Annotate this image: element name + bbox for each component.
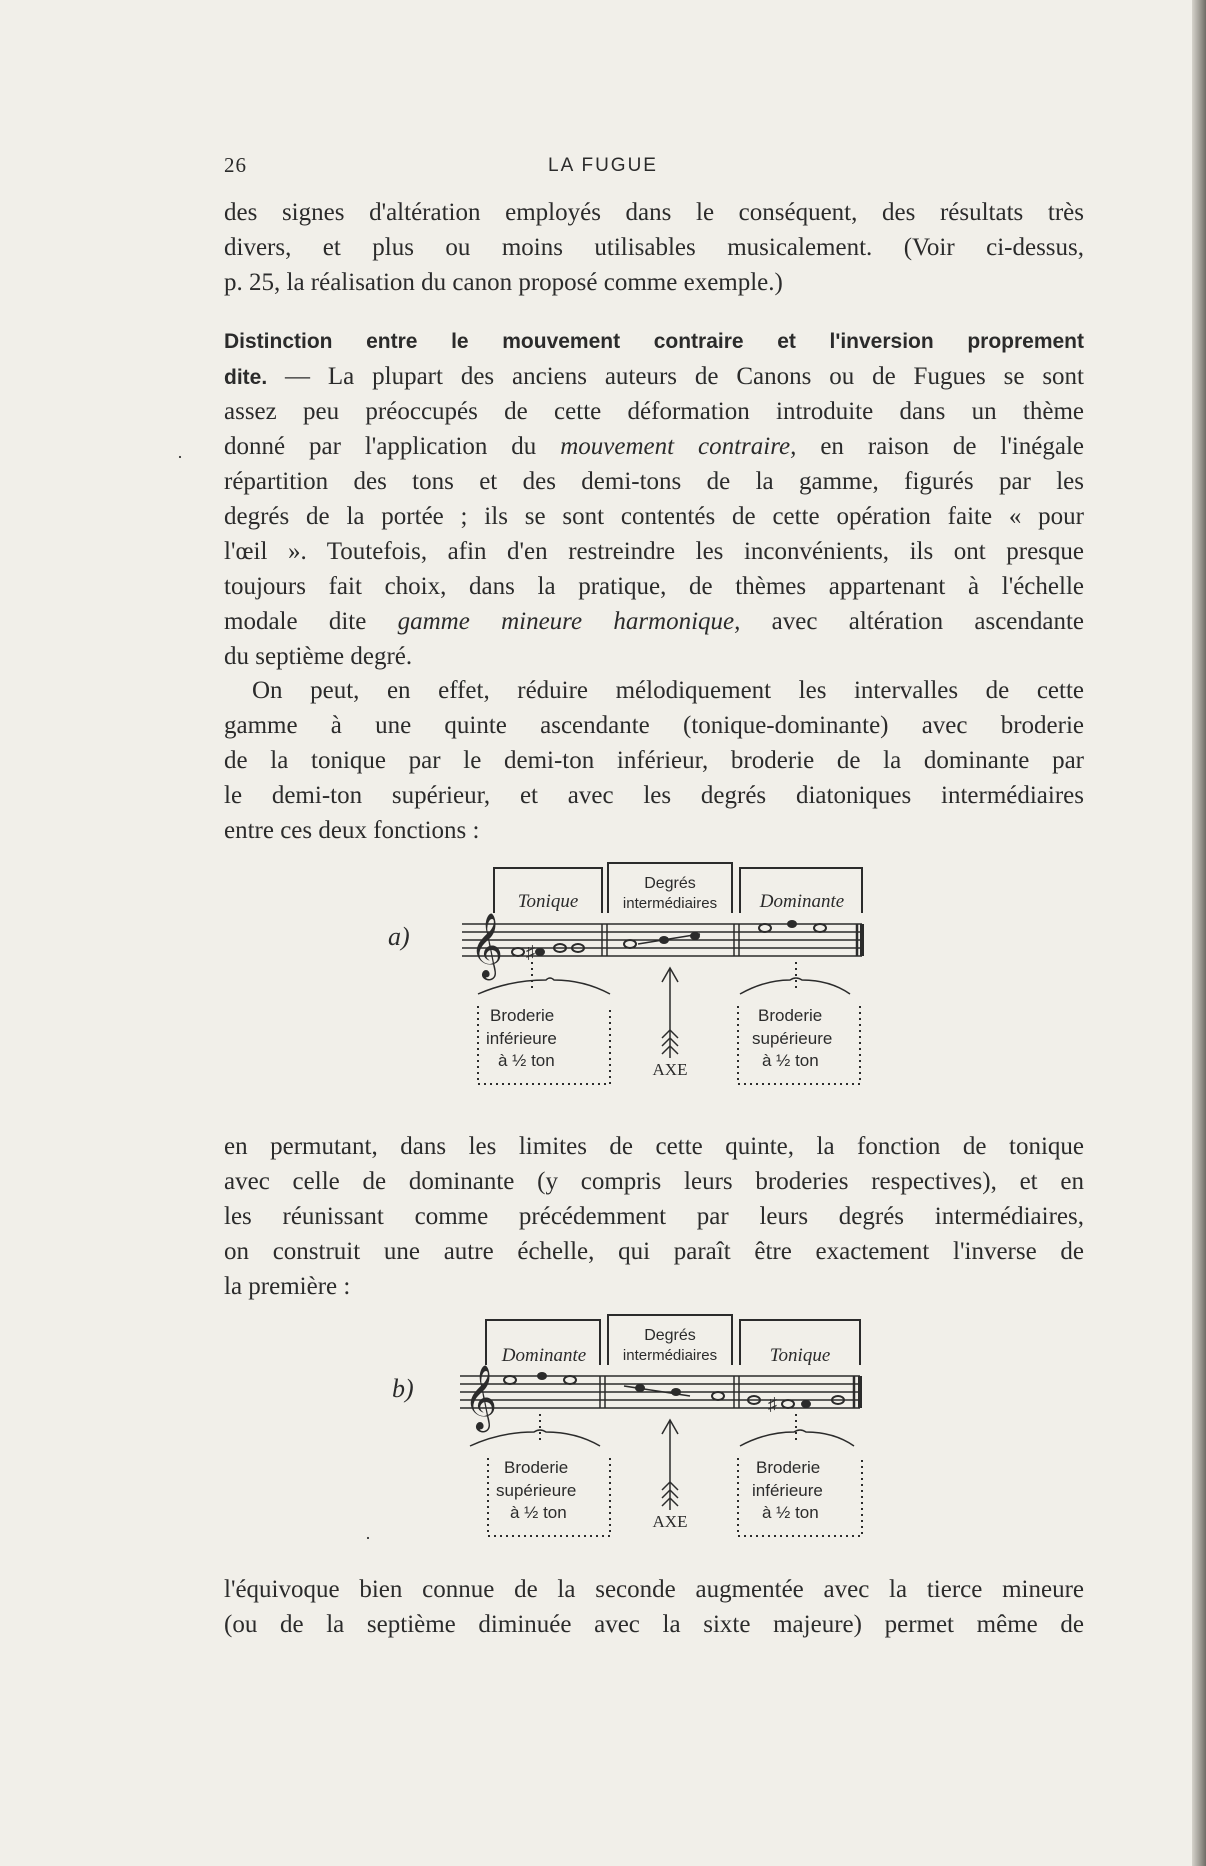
box-label-intermediaires: intermédiaires xyxy=(622,895,718,912)
text-line: donné par l'application du mouvement contraire, en raison de l'inégale xyxy=(224,433,1085,460)
treble-clef-icon: 𝄞 xyxy=(470,915,504,977)
box-label-degres: Degrés xyxy=(644,1327,696,1344)
box-label-dominante: Dominante xyxy=(501,1345,587,1366)
running-title: LA FUGUE xyxy=(548,155,658,176)
annotation-broderie: Broderie xyxy=(758,1006,823,1025)
annotation-broderie: Broderie xyxy=(504,1458,569,1477)
text-line: On peut, en effet, réduire mélodiquement les intervalles de cette xyxy=(252,677,1084,704)
music-example-a xyxy=(450,858,870,1093)
text-line: les réunissant comme précédemment par leurs degrés intermédiaires, xyxy=(224,1203,1084,1230)
box-label-degres: Degrés xyxy=(644,875,696,892)
text-line: des signes d'altération employés dans le conséquent, des résultats très xyxy=(224,199,1084,226)
text-line: modale dite gamme mineure harmonique, avec altération ascendante xyxy=(224,608,1085,635)
annotation-superieure: supérieure xyxy=(496,1481,577,1500)
text-line: assez peu préoccupés de cette déformation introduite dans un thème xyxy=(224,398,1084,425)
sharp-icon: ♯ xyxy=(526,942,535,962)
annotation-demi-ton: à ½ ton xyxy=(762,1503,819,1522)
text-line: la première : xyxy=(224,1273,351,1300)
text-line: le demi-ton supérieur, et avec les degrés diatoniques intermédiaires xyxy=(224,782,1084,809)
music-example-b xyxy=(450,1310,870,1545)
text-line: l'équivoque bien connue de la seconde augmentée avec la tierce mineure xyxy=(224,1576,1084,1603)
annotation-inferieure: inférieure xyxy=(486,1029,557,1048)
text-line: avec celle de dominante (y compris leurs broderies respectives), et en xyxy=(224,1168,1084,1195)
axis-label: AXE xyxy=(652,1512,688,1531)
page-edge-shadow xyxy=(1192,0,1206,1866)
section-heading-end: dite. xyxy=(224,366,268,389)
page-number: 26 xyxy=(224,153,247,177)
text-line: du septième degré. xyxy=(224,643,413,670)
text-line: gamme à une quinte ascendante (tonique-dominante) avec broderie xyxy=(224,712,1084,739)
text-line: entre ces deux fonctions : xyxy=(224,817,480,844)
box-label-intermediaires: intermédiaires xyxy=(622,1347,718,1364)
example-a-label: a) xyxy=(388,922,410,951)
text-line: répartition des tons et des demi-tons de la gamme, figurés par les xyxy=(224,468,1084,495)
text-line: (ou de la septième diminuée avec la sixte majeure) permet même de xyxy=(224,1611,1084,1638)
margin-dot: · xyxy=(365,1528,371,1548)
box-label-dominante: Dominante xyxy=(759,891,845,912)
text-line: l'œil ». Toutefois, afin d'en restreindre les inconvénients, ils ont presque xyxy=(224,538,1084,565)
axis-label: AXE xyxy=(652,1060,688,1079)
italic-term: gamme mineure harmonique, xyxy=(397,608,741,635)
text-line: de la tonique par le demi-ton inférieur, broderie de la dominante par xyxy=(224,747,1084,774)
annotation-demi-ton: à ½ ton xyxy=(762,1051,819,1070)
text-line: en permutant, dans les limites de cette quinte, la fonction de tonique xyxy=(224,1133,1084,1160)
annotation-demi-ton: à ½ ton xyxy=(498,1051,555,1070)
box-label-tonique: Tonique xyxy=(769,1345,831,1366)
example-b-label: b) xyxy=(392,1374,414,1403)
text-line: degrés de la portée ; ils se sont contentés de cette opération faite « pour xyxy=(224,503,1084,530)
italic-term: mouvement contraire, xyxy=(560,433,797,460)
section-heading: Distinction entre le mouvement contraire et l'inversion proprement xyxy=(224,330,1084,353)
text-line: divers, et plus ou moins utilisables musicalement. (Voir ci-dessus, xyxy=(224,234,1084,261)
text-line: on construit une autre échelle, qui paraît être exactement l'inverse de xyxy=(224,1238,1084,1265)
text-line: dite. — La plupart des anciens auteurs de Canons ou de Fugues se sont xyxy=(224,363,1084,390)
annotation-inferieure: inférieure xyxy=(752,1481,823,1500)
treble-clef-icon: 𝄞 xyxy=(464,1367,498,1429)
text-line: toujours fait choix, dans la pratique, de thèmes appartenant à l'échelle xyxy=(224,573,1084,600)
text-line: p. 25, la réalisation du canon proposé comme exemple.) xyxy=(224,269,783,296)
margin-dot: · xyxy=(177,447,183,467)
sharp-icon: ♯ xyxy=(768,1394,777,1414)
annotation-broderie: Broderie xyxy=(490,1006,555,1025)
annotation-broderie: Broderie xyxy=(756,1458,821,1477)
box-label-tonique: Tonique xyxy=(517,891,579,912)
annotation-demi-ton: à ½ ton xyxy=(510,1503,567,1522)
annotation-superieure: supérieure xyxy=(752,1029,833,1048)
